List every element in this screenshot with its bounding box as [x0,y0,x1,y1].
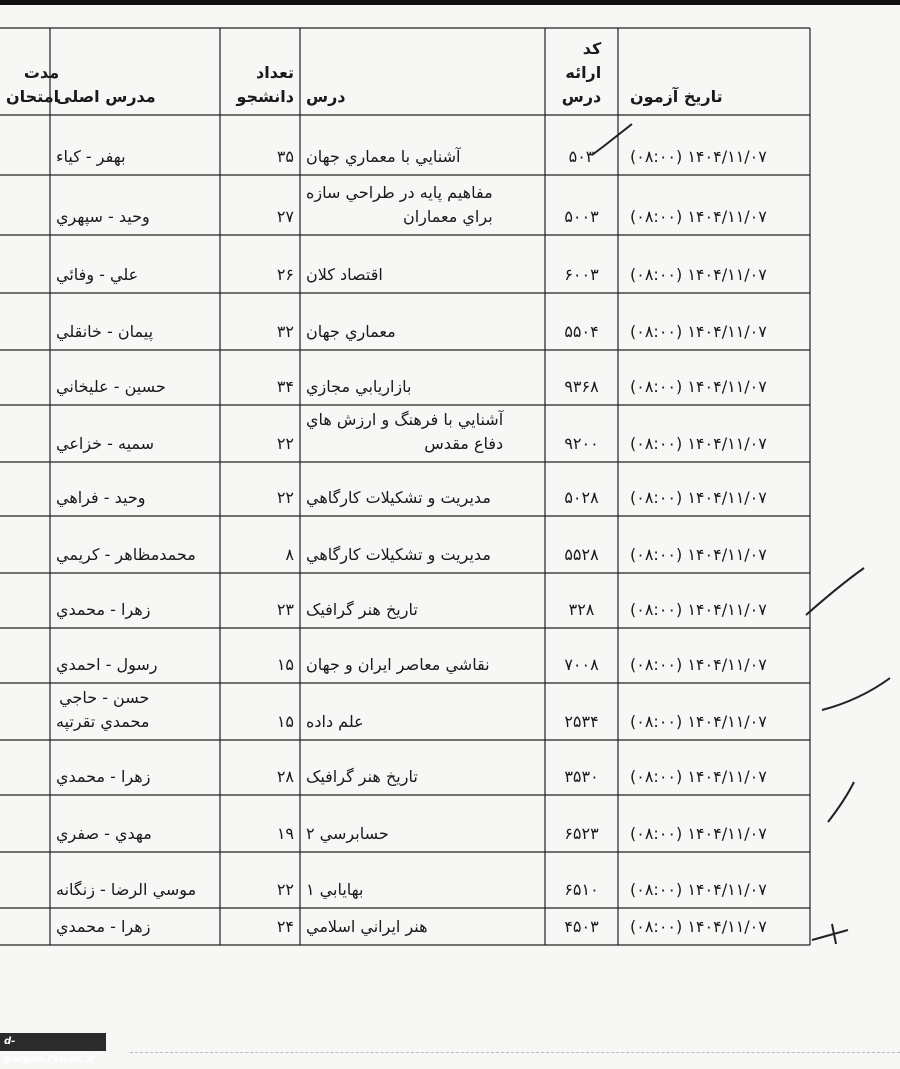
row-13-code: ۶۵۲۳ [564,824,599,843]
row-7-date: (۰۸:۰۰) ۱۴۰۴/۱۱/۰۷ [630,488,767,507]
row-11-course: علم داده [306,712,364,731]
row-1-code: ۵۰۳ [568,147,595,166]
row-13-teacher: مهدي - صفري [56,824,152,843]
row-10-course: نقاشي معاصر ايران و جهان [306,655,490,674]
row-11-teacher: حسن - حاجي محمدي تقرتپه [56,688,150,731]
row-11-code: ۲۵۳۴ [564,712,599,731]
row-3-date: (۰۸:۰۰) ۱۴۰۴/۱۱/۰۷ [630,265,767,284]
row-1-count: ۳۵ [276,147,294,166]
row-5-count: ۳۴ [276,377,294,396]
row-6-date: (۰۸:۰۰) ۱۴۰۴/۱۱/۰۷ [630,434,767,453]
row-9-course: تاريخ هنر گرافيک [306,600,418,619]
row-9-date: (۰۸:۰۰) ۱۴۰۴/۱۱/۰۷ [630,600,767,619]
row-15-code: ۴۵۰۳ [564,917,599,936]
row-11-count: ۱۵ [276,712,294,731]
row-12-course: تاريخ هنر گرافيک [306,767,418,786]
row-6-teacher: سمیه - خزاعي [56,434,155,453]
header-teacher: مدرس اصلی [56,87,156,106]
row-5-course: بازاريابي مجازي [306,377,412,396]
row-8-code: ۵۵۲۸ [564,545,599,564]
row-12-count: ۲۸ [276,767,294,786]
row-10-code: ۷۰۰۸ [564,655,599,674]
row-13-date: (۰۸:۰۰) ۱۴۰۴/۱۱/۰۷ [630,824,767,843]
row-8-course: مديريت و تشکيلات کارگاهي [306,545,491,564]
row-7-teacher: وحید - فراهي [56,488,146,507]
row-10-count: ۱۵ [276,655,294,674]
row-11-date: (۰۸:۰۰) ۱۴۰۴/۱۱/۰۷ [630,712,767,731]
row-4-teacher: پیمان - خانقلي [56,322,154,341]
header-count: تعداد دانشجو [236,63,294,106]
row-15-course: هنر ايراني اسلامي [306,917,428,936]
row-9-count: ۲۳ [276,600,294,619]
row-1-teacher: بهفر - کیاء [56,147,126,166]
row-4-code: ۵۵۰۴ [564,322,599,341]
header-date: تاریخ آزمون [630,87,723,106]
row-1-date: (۰۸:۰۰) ۱۴۰۴/۱۱/۰۷ [630,147,767,166]
row-1-course: آشنايي با معماري جهان [306,147,461,166]
row-9-teacher: زهرا - محمدي [56,600,151,619]
row-3-course: اقتصاد کلان [306,265,383,284]
header-code: کد ارائه درس [561,39,602,106]
row-2-count: ۲۷ [276,207,294,226]
row-6-course: آشنايي با فرهنگ و ارزش هاي دفاع مقدس [306,410,504,453]
row-13-count: ۱۹ [276,824,294,843]
row-2-code: ۵۰۰۳ [564,207,599,226]
row-5-code: ۹۳۶۸ [564,377,599,396]
row-5-teacher: حسین - علیخاني [56,377,166,396]
row-14-course: بهايابي ۱ [306,880,364,899]
row-10-date: (۰۸:۰۰) ۱۴۰۴/۱۱/۰۷ [630,655,767,674]
row-3-code: ۶۰۰۳ [564,265,599,284]
row-7-code: ۵۰۲۸ [564,488,599,507]
row-8-count: ۸ [285,545,294,564]
row-15-count: ۲۴ [276,917,294,936]
row-8-teacher: محمدمظاهر - کریمي [56,545,196,564]
header-duration: مدت امتحان [6,63,60,106]
row-14-count: ۲۲ [276,880,294,899]
row-14-code: ۶۵۱۰ [564,880,599,899]
row-10-teacher: رسول - احمدي [56,655,158,674]
row-3-teacher: علي - وفائي [56,265,139,284]
row-15-teacher: زهرا - محمدي [56,917,151,936]
row-6-code: ۹۲۰۰ [564,434,599,453]
row-4-course: معماري جهان [306,322,396,341]
row-5-date: (۰۸:۰۰) ۱۴۰۴/۱۱/۰۷ [630,377,767,396]
row-12-teacher: زهرا - محمدي [56,767,151,786]
row-9-code: ۳۲۸ [568,600,595,619]
row-4-count: ۳۲ [276,322,294,341]
header-course: درس [306,87,346,106]
row-4-date: (۰۸:۰۰) ۱۴۰۴/۱۱/۰۷ [630,322,767,341]
footer-divider [130,1052,900,1053]
row-8-date: (۰۸:۰۰) ۱۴۰۴/۱۱/۰۷ [630,545,767,564]
row-14-teacher: موسي الرضا - زنگانه [56,880,197,899]
row-12-date: (۰۸:۰۰) ۱۴۰۴/۱۱/۰۷ [630,767,767,786]
footer-site-badge: d-gorgan.tvu.ac.ir [0,1033,106,1051]
row-7-count: ۲۲ [276,488,294,507]
row-15-date: (۰۸:۰۰) ۱۴۰۴/۱۱/۰۷ [630,917,767,936]
row-13-course: حسابرسي ۲ [306,824,389,843]
row-2-course: مفاهيم پايه در طراحي سازه براي معماران [306,183,493,226]
row-6-count: ۲۲ [276,434,294,453]
row-2-date: (۰۸:۰۰) ۱۴۰۴/۱۱/۰۷ [630,207,767,226]
row-7-course: مديريت و تشکيلات کارگاهي [306,488,491,507]
row-12-code: ۳۵۳۰ [564,767,599,786]
row-2-teacher: وحید - سپهري [56,207,150,226]
row-3-count: ۲۶ [276,265,294,284]
row-14-date: (۰۸:۰۰) ۱۴۰۴/۱۱/۰۷ [630,880,767,899]
